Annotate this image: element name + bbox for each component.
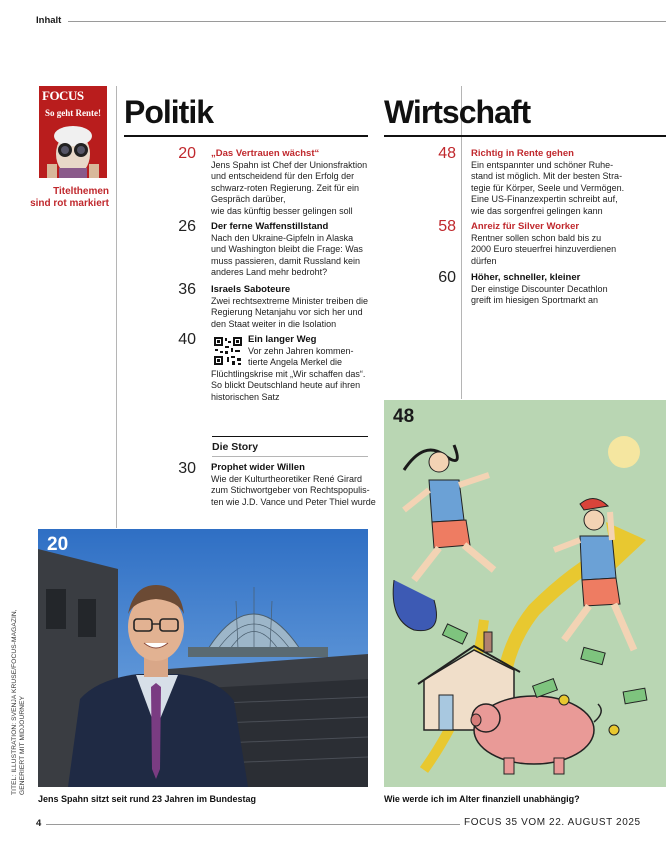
entry-title[interactable]: „Das Vertrauen wächst“: [211, 148, 320, 159]
entry-text-line: wie das sorgenfrei gelingen kann: [471, 205, 603, 216]
cover-headline: So geht Rente!: [45, 108, 101, 118]
retirement-illustration[interactable]: [384, 400, 666, 787]
entry-text-line: und Washington bleibt die Frage: Was: [211, 244, 363, 255]
spahn-photo[interactable]: [38, 529, 368, 787]
entry-text-line: den Staat weiter in die Isolation: [211, 318, 337, 329]
page-number: 4: [36, 818, 42, 829]
entry-text: [471, 284, 608, 307]
illustration-page-badge: 48: [393, 406, 415, 427]
entry-text-line: wie das künftig besser gelingen soll: [211, 205, 353, 216]
entry-page-number[interactable]: 58: [438, 218, 456, 235]
credit-line: TITEL: ILLUSTRATION: SVENJA KRUSE/FOCUS-MAGAZIN,: [11, 609, 18, 795]
wirtschaft-rule: [384, 135, 666, 137]
entry-text-line: Flüchtlingskrise mit „Wir schaffen das“.: [211, 368, 366, 379]
entry-text-line: Jens Spahn ist Chef der Unionsfraktion: [211, 160, 368, 170]
header-rule: [68, 21, 666, 22]
entry-text-line: greift im hiesigen Sportmarkt an: [471, 295, 599, 306]
entry-text: [211, 160, 367, 217]
story-text-line: ten wie J.D. Vance und Peter Thiel wurde: [211, 496, 376, 507]
illustration-caption: Wie werde ich im Alter finanziell unabhängig?: [384, 794, 580, 804]
entry-page-number[interactable]: 40: [178, 331, 196, 348]
entry-title[interactable]: Der ferne Waffenstillstand: [211, 221, 329, 232]
section-label: Inhalt: [36, 15, 62, 26]
entry-text-line: Gespräch darüber,: [211, 194, 286, 205]
entry-text-line: tierte Angela Merkel die: [248, 357, 343, 368]
wirtschaft-divider: [461, 86, 462, 399]
wirtschaft-heading: Wirtschaft: [384, 94, 531, 130]
story-rule: [212, 436, 368, 437]
credit-line: GENERIERT MIT MIDJOURNEY: [19, 695, 26, 795]
entry-page-number[interactable]: 26: [178, 218, 196, 235]
entry-text-line: muss passieren, damit Russland kein: [211, 255, 361, 266]
cover-note: Titelthemen sind rot markiert: [30, 186, 109, 209]
story-text-line: Wie der Kulturtheoretiker René Girard: [211, 474, 363, 484]
story-text-line: zum Stichwortgeber von Rechtspopulis-: [211, 485, 370, 496]
entry-text-line: Eine US-Finanzexpertin schreibt auf,: [471, 194, 618, 205]
entry-page-number[interactable]: 36: [178, 281, 196, 298]
footer-rule: [46, 824, 460, 825]
entry-text-line: Regierung Netanjahu vor sich her und: [211, 307, 363, 318]
cover-masthead: FOCUS: [42, 88, 84, 103]
entry-text-line: schwarz-roten Regierung. Zeit für ein: [211, 182, 360, 193]
story-label-rule: [212, 456, 368, 457]
entry-title[interactable]: Richtig in Rente gehen: [471, 148, 574, 159]
politik-rule: [124, 135, 368, 137]
entry-text: [211, 296, 368, 330]
entry-title[interactable]: Israels Saboteure: [211, 284, 291, 295]
entry-title[interactable]: Höher, schneller, kleiner: [471, 272, 581, 283]
qr-code-icon[interactable]: [213, 336, 243, 366]
entry-text-line: und entscheidend für den Erfolg der: [211, 171, 355, 182]
entry-text-line: Ein entspannter und schöner Ruhe-: [471, 160, 614, 170]
entry-text: [471, 233, 616, 267]
spahn-photo-image: [38, 529, 368, 787]
entry-text-line: dürfen: [471, 255, 497, 266]
entry-title[interactable]: Anreiz für Silver Worker: [471, 221, 580, 232]
entry-page-number[interactable]: 20: [178, 145, 196, 162]
entry-text-line: tegie für Körper, Seele und Vermögen.: [471, 182, 625, 193]
entry-text-line: anderes Land mehr bedroht?: [211, 267, 328, 278]
cover-photo-illustration: [39, 120, 107, 178]
retirement-illustration-image: [384, 400, 666, 787]
cover-thumbnail[interactable]: [39, 86, 107, 178]
entry-text-line: Nach den Ukraine-Gipfeln in Alaska: [211, 233, 354, 243]
politik-divider: [116, 86, 117, 528]
entry-text: [471, 160, 624, 217]
entry-text: [211, 346, 366, 403]
story-page-number[interactable]: 30: [178, 460, 196, 477]
image-credit: [11, 495, 27, 795]
entry-page-number[interactable]: 60: [438, 269, 456, 286]
issue-info: FOCUS 35 VOM 22. AUGUST 2025: [464, 817, 641, 828]
entry-text-line: Der einstige Discounter Decathlon: [471, 284, 608, 294]
entry-text-line: Rentner sollen schon bald bis zu: [471, 233, 602, 243]
entry-text-line: So blickt Deutschland heute auf ihren: [211, 380, 361, 391]
story-text: [211, 474, 376, 508]
photo-caption: Jens Spahn sitzt seit rund 23 Jahren im Bundestag: [38, 794, 257, 804]
story-title[interactable]: Prophet wider Willen: [211, 462, 305, 473]
entry-text-line: stand ist möglich. Mit der besten Stra-: [471, 171, 623, 182]
entry-text-line: Vor zehn Jahren kommen-: [248, 346, 354, 356]
photo-page-badge: 20: [47, 534, 69, 555]
entry-text-line: 2000 Euro steuerfrei hinzuverdienen: [471, 244, 617, 255]
entry-title[interactable]: Ein langer Weg: [248, 334, 317, 345]
entry-text-line: historischen Satz: [211, 391, 280, 402]
story-label: Die Story: [212, 441, 259, 453]
entry-text-line: Zwei rechtsextreme Minister treiben die: [211, 296, 369, 306]
politik-heading: Politik: [124, 94, 214, 130]
entry-page-number[interactable]: 48: [438, 145, 456, 162]
entry-text: [211, 233, 363, 279]
